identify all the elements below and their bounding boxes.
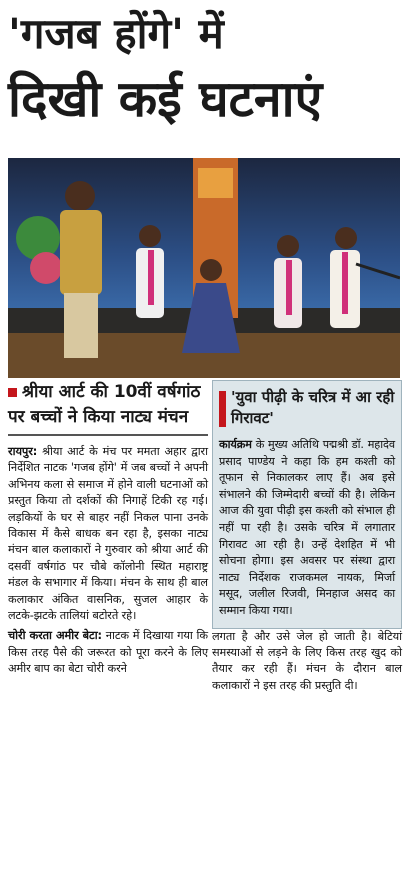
story-paragraph-1-text: श्रीया आर्ट के मंच पर ममता अहार द्वारा निर्देशित नाटक 'गजब होंगे' में जब बच्चों ने अपनी अभिनय कला से समाज में होने वाली घटनाओं को प्रस्तुत किया तो दर्शकों की निगाहें टिकी रह गई। लड़कियों के घर से बाहर नहीं निकल पाना उनके विकास में कैसे बाधक बन रहा है, इसका नाट्य मंचन बाल कलाकारों ने गुरुवार को श्रीया आर्ट की दसवीं वर्षगांठ पर चौबे कॉलोनी स्थित महाराष्ट्र मंडल के सभागार में किया। मंचन के साथ ही बाल कलाकार अंकित वासनिक, सुजल आहार के लटके-झटके तालियां बटोरते रहे।	[8, 445, 208, 623]
decor-pillar-top	[198, 168, 233, 198]
performer-head	[139, 225, 161, 247]
performer-head	[277, 235, 299, 257]
story-dateline: रायपुर:	[8, 445, 38, 458]
story-continued: लगता है और उसे जेल हो जाती है। बेटियां समस्याओं से लड़ने के लिए किस तरह खुद को तैयार कर रही हैं। मंचन के दौरान बाल कलाकारों ने इस तरह की प्रस्तुति दी।	[212, 629, 402, 692]
sidebar-lead: कार्यक्रम	[219, 438, 252, 451]
quote-sidebar-box	[212, 380, 402, 629]
flower-decor	[30, 252, 62, 284]
performer-head	[335, 227, 357, 249]
headline-line-1: 'गजब होंगे' में	[8, 9, 224, 58]
sidebar-title	[219, 387, 395, 429]
sidebar-title-text: 'युवा पीढ़ी के चरित्र में आ रही गिरावट'	[231, 388, 395, 427]
accent-bar	[219, 391, 226, 427]
performer-scarf	[342, 252, 348, 314]
story-paragraph-2	[8, 628, 208, 677]
story-paragraph-2-lead: चोरी करता अमीर बेटा:	[8, 629, 102, 643]
performer-legs	[64, 293, 98, 358]
stage-performance-photo	[8, 158, 400, 378]
bullet-square-icon	[8, 388, 17, 397]
headline-line-2: दिखी कई घटनाएं	[8, 70, 323, 128]
performer-head	[200, 259, 222, 281]
sidebar-paragraph	[219, 437, 395, 620]
performer-scarf	[286, 260, 292, 315]
story-subheadline-text: श्रीया आर्ट की 10वीं वर्षगांठ पर बच्चों ने किया नाट्य मंचन	[8, 382, 201, 427]
microphone-stand	[356, 264, 400, 278]
headline	[8, 4, 404, 134]
flower-decor	[16, 216, 60, 260]
story-paragraph-1	[8, 444, 208, 624]
main-story	[8, 380, 208, 678]
story-subheadline	[8, 380, 208, 436]
sidebar-column	[212, 380, 402, 694]
performer-scarf	[148, 250, 154, 305]
story-paragraph-2-text: नाटक में दिखाया गया कि किस तरह पैसे की जरूरत को पूरा करने के लिए अमीर बाप का बेटा चोरी करने	[8, 629, 208, 676]
performer-body	[60, 210, 102, 295]
performer-head	[65, 181, 95, 211]
sidebar-paragraph-text: के मुख्य अतिथि पद्मश्री डॉ. महादेव प्रसाद पाण्डेय ने कहा कि हम कश्ती को तूफान से निकालकर लाए हैं। अब इसे संभालने की जिम्मेदारी बच्चों की है। लेकिन आज की युवा पीढ़ी इस कश्ती को संभाल ही नहीं पा रही है। उसके चरित्र में लगातार गिरावट आ रही है। उन्हें देशहित में भी सोचना होगा। इस अवसर पर संस्था द्वारा नाट्य निर्देशक राजकमल नायक, मिर्जा मसूद, जलील रिजवी, मिनहाज असद का सम्मान किया गया।	[219, 438, 395, 617]
photo-illustration	[8, 158, 400, 378]
